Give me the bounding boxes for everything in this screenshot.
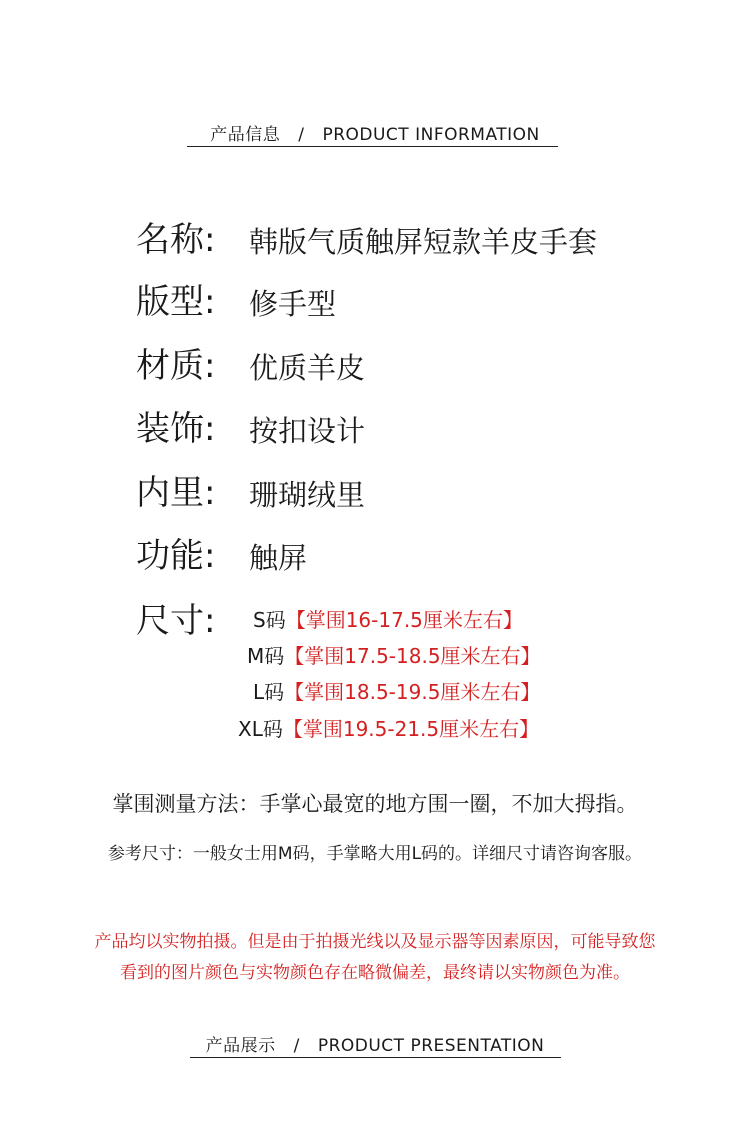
size-code: S码 (253, 608, 286, 632)
spec-label: 名称: (136, 220, 216, 260)
spec-label: 材质: (136, 346, 216, 386)
spec-value: 触屏 (249, 541, 308, 575)
size-label: 尺寸: (136, 601, 216, 641)
header-text (206, 1031, 545, 1056)
color-disclaimer-line-2: 看到的图片颜色与实物颜色存在略微偏差，最终请以实物颜色为准。 (120, 963, 630, 983)
measure-method-text: 掌围测量方法：手掌心最宽的地方围一圈，不加大拇指。 (112, 792, 638, 816)
header-separator: / (298, 125, 305, 145)
size-desc: 【掌围18.5-19.5厘米左右】 (284, 680, 541, 704)
size-reference-text: 参考尺寸：一般女士用M码，手掌略大用L码的。详细尺寸请咨询客服。 (107, 844, 643, 864)
spec-label: 功能: (136, 536, 216, 576)
size-desc: 【掌围19.5-21.5厘米左右】 (282, 717, 540, 741)
color-disclaimer-line-1: 产品均以实物拍摄。但是由于拍摄光线以及显示器等因素原因，可能导致您 (94, 932, 656, 952)
header-title-cn: 产品展示 (205, 1036, 276, 1056)
product-presentation-header (0, 1031, 750, 1056)
spec-value: 修手型 (249, 287, 337, 321)
product-information-header (0, 120, 750, 145)
size-option-l (253, 678, 540, 706)
size-desc: 【掌围16-17.5厘米左右】 (285, 608, 523, 632)
spec-value: 珊瑚绒里 (249, 478, 366, 512)
header-title-en: PRODUCT PRESENTATION (317, 1036, 545, 1056)
spec-label: 版型: (136, 282, 216, 322)
size-option-xl (238, 715, 539, 743)
size-code: L码 (253, 680, 285, 704)
size-code: XL码 (238, 717, 283, 741)
header-underline (187, 146, 558, 147)
spec-value: 按扣设计 (249, 414, 366, 448)
size-option-m (247, 642, 541, 670)
size-desc: 【掌围17.5-18.5厘米左右】 (284, 644, 541, 668)
header-separator: / (293, 1036, 300, 1056)
spec-value: 韩版气质触屏短款羊皮手套 (249, 225, 598, 259)
header-title-cn: 产品信息 (210, 125, 281, 145)
header-text (210, 120, 540, 145)
spec-label: 内里: (136, 473, 216, 513)
size-code: M码 (247, 644, 285, 668)
header-title-en: PRODUCT INFORMATION (322, 125, 540, 145)
spec-label: 装饰: (136, 409, 216, 449)
spec-value: 优质羊皮 (249, 351, 366, 385)
header-underline (190, 1057, 561, 1058)
size-option-s (253, 606, 523, 634)
